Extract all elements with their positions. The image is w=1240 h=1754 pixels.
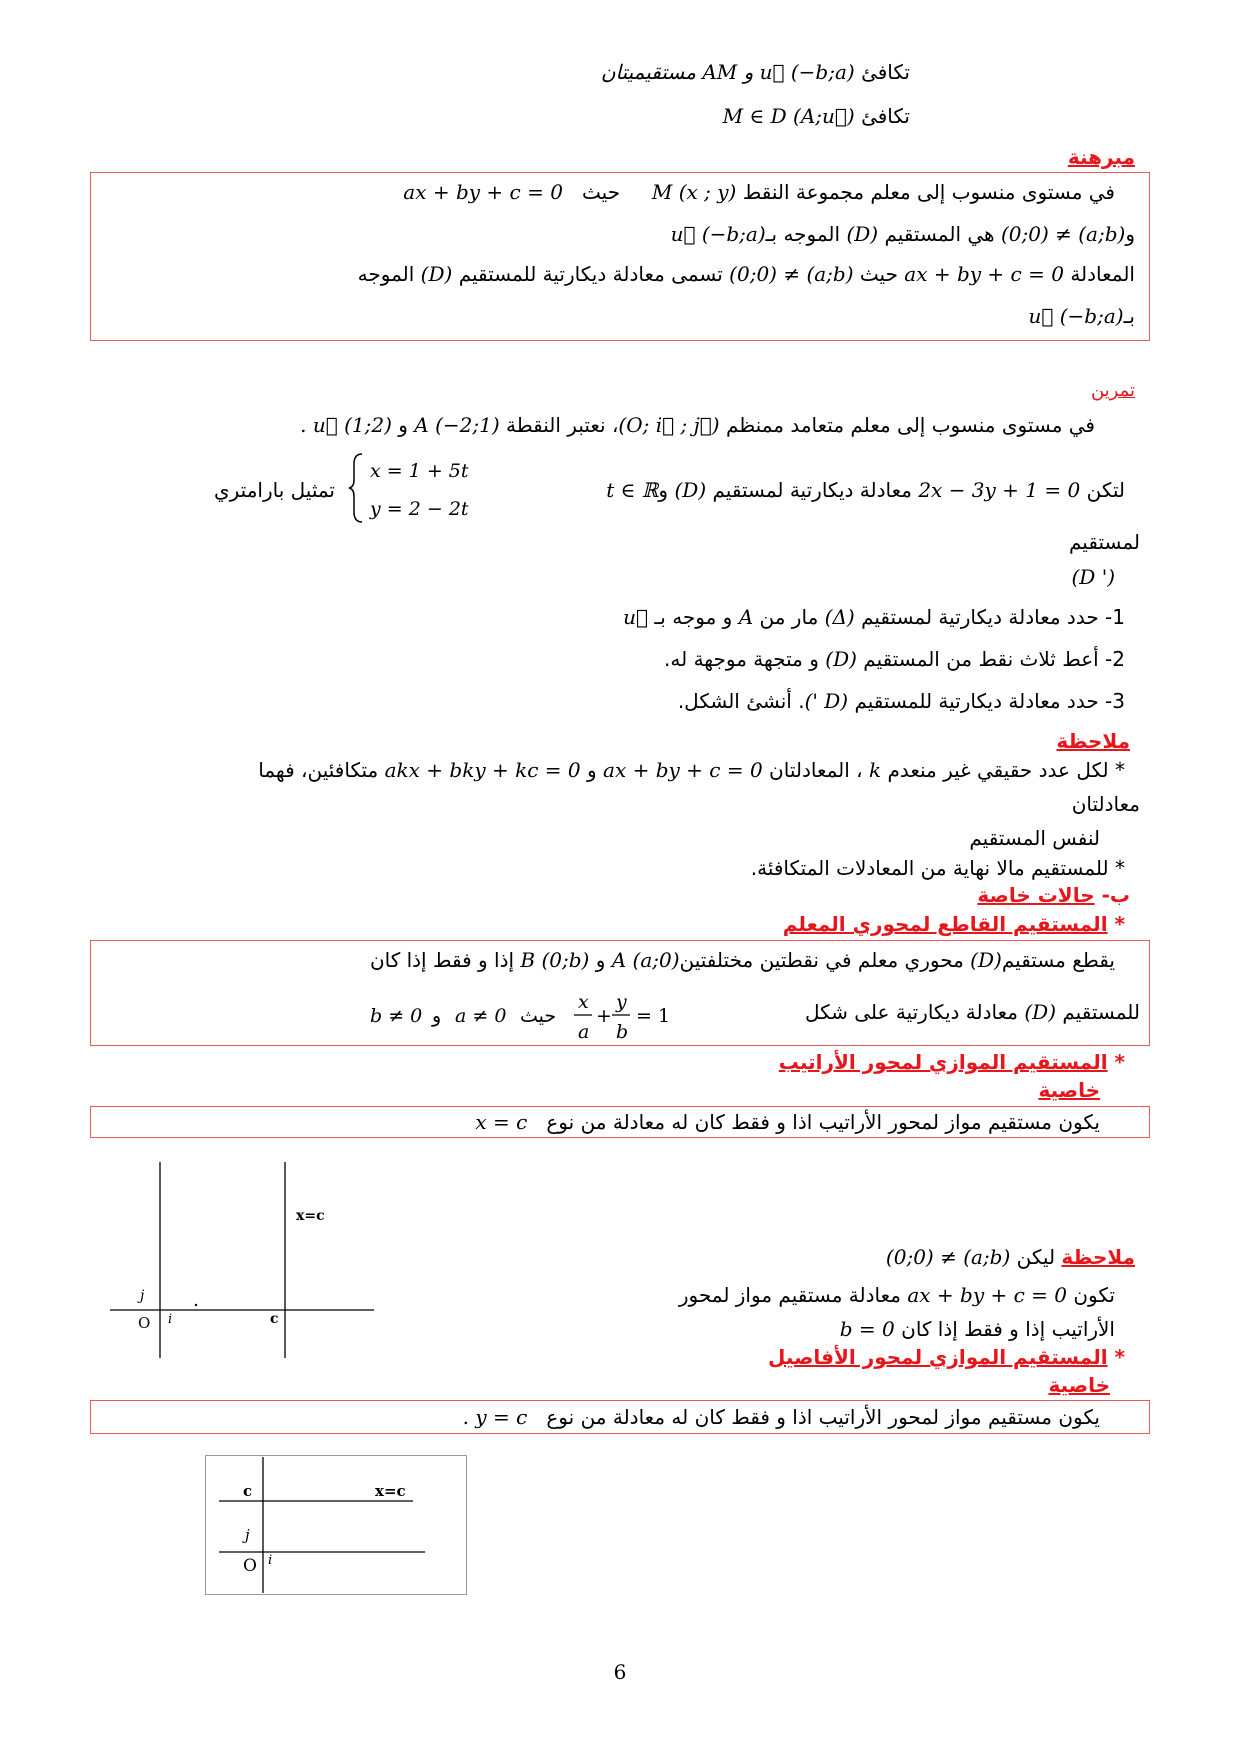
special-box-1-line-1 xyxy=(370,948,1115,972)
math: (a;b) ≠ (0;0) xyxy=(729,262,854,286)
label-j: j xyxy=(140,1288,145,1304)
label-x-equals-c: x=c xyxy=(375,1482,406,1500)
text: حدد معادلة ديكارتية للمستقيم xyxy=(854,689,1099,713)
heading: ملاحظة xyxy=(1061,1245,1135,1269)
figure-horizontal-line xyxy=(205,1455,467,1595)
math: x = c xyxy=(475,1110,528,1134)
math: B (0;b) xyxy=(520,948,590,972)
question-2 xyxy=(664,647,1125,671)
text: إذا و فقط إذا كان xyxy=(369,948,515,972)
text: معادلة ديكارتية لمستقيم xyxy=(712,478,912,502)
label-o: O xyxy=(138,1314,151,1332)
special-sub-3: * المستقيم الموازي لمحور الأفاصيل xyxy=(768,1345,1125,1369)
special-box-1-line-2 xyxy=(805,1000,1140,1024)
remark-2-line-2 xyxy=(679,1283,1115,1307)
math: (D ') xyxy=(804,689,849,713)
label-i: i xyxy=(268,1553,273,1568)
text: ليكن xyxy=(1016,1245,1056,1269)
text: محوري معلم في نقطتين مختلفتين xyxy=(679,948,964,972)
label-i: i xyxy=(168,1312,173,1327)
text: و xyxy=(1125,222,1135,246)
text: ، نعتبر النقطة xyxy=(506,413,619,437)
math: akx + bky + kc = 0 xyxy=(384,758,581,782)
text: معادلة مستقيم مواز لمحور xyxy=(678,1283,901,1307)
math: (a;b) ≠ (0;0) xyxy=(1000,222,1126,246)
frac-b: b xyxy=(616,1021,629,1043)
text: الموجه بـ xyxy=(765,222,841,246)
text: و موجه بـ xyxy=(654,605,733,629)
top-line-1 xyxy=(601,60,910,84)
math: (D) xyxy=(846,222,879,246)
cond-b: b ≠ 0 xyxy=(370,1005,423,1027)
text: حدد معادلة ديكارتية لمستقيم xyxy=(861,605,1099,629)
text: معادلة ديكارتية على شكل xyxy=(804,1000,1018,1024)
math: (a;b) ≠ (0;0) xyxy=(885,1245,1011,1269)
remark-1-line-4: * للمستقيم مالا نهاية من المعادلات المتكافئة. xyxy=(750,856,1125,880)
system-eq-1: x = 1 + 5t xyxy=(370,460,469,482)
math: (Δ) xyxy=(824,605,855,629)
eq-one: = 1 xyxy=(636,1005,671,1027)
text: المعادلة xyxy=(1070,262,1135,286)
text: * لكل عدد حقيقي غير منعدم xyxy=(887,758,1125,782)
text: يكون مستقيم مواز لمحور الأراتيب اذا و فقط كان له معادلة من نوع xyxy=(546,1110,1100,1134)
top-line-2 xyxy=(723,104,910,128)
remark-2-line-3 xyxy=(840,1317,1115,1341)
frac-a: a xyxy=(578,1021,590,1043)
text: في مستوى منسوب إلى معلم متعامد ممنظم xyxy=(725,413,1095,437)
theorem-line-1 xyxy=(403,180,1115,204)
math: u⃗ (1;2) . xyxy=(300,413,392,437)
fraction-equation xyxy=(360,984,720,1046)
text: و xyxy=(595,948,606,972)
text: لتكن xyxy=(1086,478,1125,502)
title: المستقيم القاطع لمحوري المعلم xyxy=(782,912,1108,936)
text: في مستوى منسوب إلى معلم مجموعة النقط xyxy=(742,180,1115,204)
special-sub-3-prop: خاصية xyxy=(1048,1373,1110,1397)
title: المستقيم الموازي لمحور الأفاصيل xyxy=(768,1345,1108,1369)
label-o: O xyxy=(243,1556,257,1576)
text: حيث xyxy=(859,262,898,286)
math: u⃗ (−b;a) و AM مستقيميتان xyxy=(600,60,855,84)
frac-x: x xyxy=(578,991,589,1013)
exercise-line-1 xyxy=(300,413,1095,437)
math: u⃗ xyxy=(623,605,649,629)
math: (D) xyxy=(420,262,453,286)
exercise-param-label: تمثيل بارامتري xyxy=(213,478,335,502)
remark-1-heading: ملاحظة xyxy=(1056,729,1130,753)
title: حالات خاصة xyxy=(977,883,1095,907)
label-x-equals-c: x=c xyxy=(296,1208,325,1224)
where-word: حيث xyxy=(520,1005,557,1027)
text: بـ xyxy=(1123,304,1135,328)
plus: + xyxy=(596,1005,612,1027)
exercise-heading: تمرين xyxy=(1090,380,1135,401)
text: حيث xyxy=(582,180,621,204)
and-word: و xyxy=(432,1005,442,1027)
math: (D) xyxy=(825,647,857,671)
text: متكافئين، فهما xyxy=(258,758,379,782)
math: b = 0 xyxy=(839,1317,895,1341)
exercise-line-2-right xyxy=(606,478,1125,502)
title: المستقيم الموازي لمحور الأراتيب xyxy=(778,1050,1108,1074)
theorem-line-3 xyxy=(358,262,1135,286)
text: مار من xyxy=(759,605,819,629)
text: تكافئ xyxy=(861,104,910,128)
special-box-3-text xyxy=(463,1405,1100,1429)
question-3 xyxy=(678,689,1125,713)
special-heading xyxy=(977,883,1130,907)
text: أعط ثلاث نقط من المستقيم xyxy=(863,647,1099,671)
text: و xyxy=(586,758,597,782)
remark-1-line-3: لنفس المستقيم xyxy=(969,826,1100,850)
question-1 xyxy=(623,605,1125,629)
math: t ∈ ℝ xyxy=(606,478,659,502)
math: 2x − 3y + 1 = 0 xyxy=(918,478,1081,502)
frac-y: y xyxy=(616,991,627,1013)
number: 3- xyxy=(1105,689,1125,713)
label-c: c xyxy=(270,1311,279,1327)
special-box-2-text xyxy=(475,1110,1100,1134)
page-number: 6 xyxy=(613,1660,627,1684)
special-sub-2: * المستقيم الموازي لمحور الأراتيب xyxy=(778,1050,1125,1074)
tick xyxy=(195,1304,197,1306)
exercise-line-3: لمستقيم xyxy=(1069,530,1140,554)
text: يقطع مستقيم xyxy=(1001,948,1115,972)
text: الأراتيب إذا و فقط إذا كان xyxy=(901,1317,1115,1341)
number: 2- xyxy=(1105,647,1125,671)
math: A (a;0) xyxy=(611,948,680,972)
remark-1-line-1 xyxy=(258,758,1125,782)
text: هي المستقيم xyxy=(884,222,995,246)
text: الموجه xyxy=(357,262,415,286)
text: للمستقيم xyxy=(1062,1000,1140,1024)
parametric-system xyxy=(348,450,488,526)
label-j: j xyxy=(245,1526,250,1544)
theorem-heading: مبرهنة xyxy=(1067,145,1135,169)
theorem-line-2 xyxy=(671,222,1135,246)
remark-2-line-1 xyxy=(886,1245,1135,1269)
cond-a: a ≠ 0 xyxy=(455,1005,507,1027)
remark-1-line-2: معادلتان xyxy=(1071,792,1140,816)
text: تكافئ xyxy=(861,60,910,84)
exercise-Dprime: (D ') xyxy=(1071,565,1115,589)
brace xyxy=(349,454,362,522)
number: 1- xyxy=(1105,605,1125,629)
math: y = c . xyxy=(462,1405,528,1429)
math: A xyxy=(738,605,754,629)
math: ax + by + c = 0 xyxy=(904,262,1064,286)
math: ax + by + c = 0 xyxy=(603,758,763,782)
label-c: c xyxy=(243,1482,253,1500)
text: تكون xyxy=(1073,1283,1115,1307)
special-sub-2-prop: خاصية xyxy=(1038,1078,1100,1102)
text: و xyxy=(658,478,669,502)
figure-vertical-line xyxy=(110,1160,380,1360)
math: (O; i⃗ ; j⃗) xyxy=(618,413,720,437)
math: (D) xyxy=(1024,1000,1057,1024)
math: u⃗ (−b;a) xyxy=(670,222,766,246)
math: ax + by + c = 0 xyxy=(907,1283,1067,1307)
math: A (−2;1) xyxy=(414,413,500,437)
text: ، المعادلتان xyxy=(769,758,863,782)
system-eq-2: y = 2 − 2t xyxy=(370,498,469,520)
prefix: ب- xyxy=(1101,883,1130,907)
math: (D) xyxy=(970,948,1002,972)
text: يكون مستقيم مواز لمحور الأراتيب اذا و فقط كان له معادلة من نوع xyxy=(546,1405,1100,1429)
math: ax + by + c = 0 xyxy=(403,180,563,204)
text: و متجهة موجهة له. xyxy=(664,647,819,671)
text: . أنشئ الشكل. xyxy=(677,689,805,713)
math: (D) xyxy=(674,478,707,502)
math: u⃗ (−b;a) xyxy=(1028,304,1124,328)
text: و xyxy=(398,413,408,437)
math: M ∈ D (A;u⃗) xyxy=(722,104,855,128)
math: M (x ; y) xyxy=(651,180,737,204)
text: تسمى معادلة ديكارتية للمستقيم xyxy=(458,262,723,286)
math: k xyxy=(868,758,882,782)
theorem-line-4 xyxy=(1028,304,1135,328)
special-sub-1: * المستقيم القاطع لمحوري المعلم xyxy=(782,912,1125,936)
